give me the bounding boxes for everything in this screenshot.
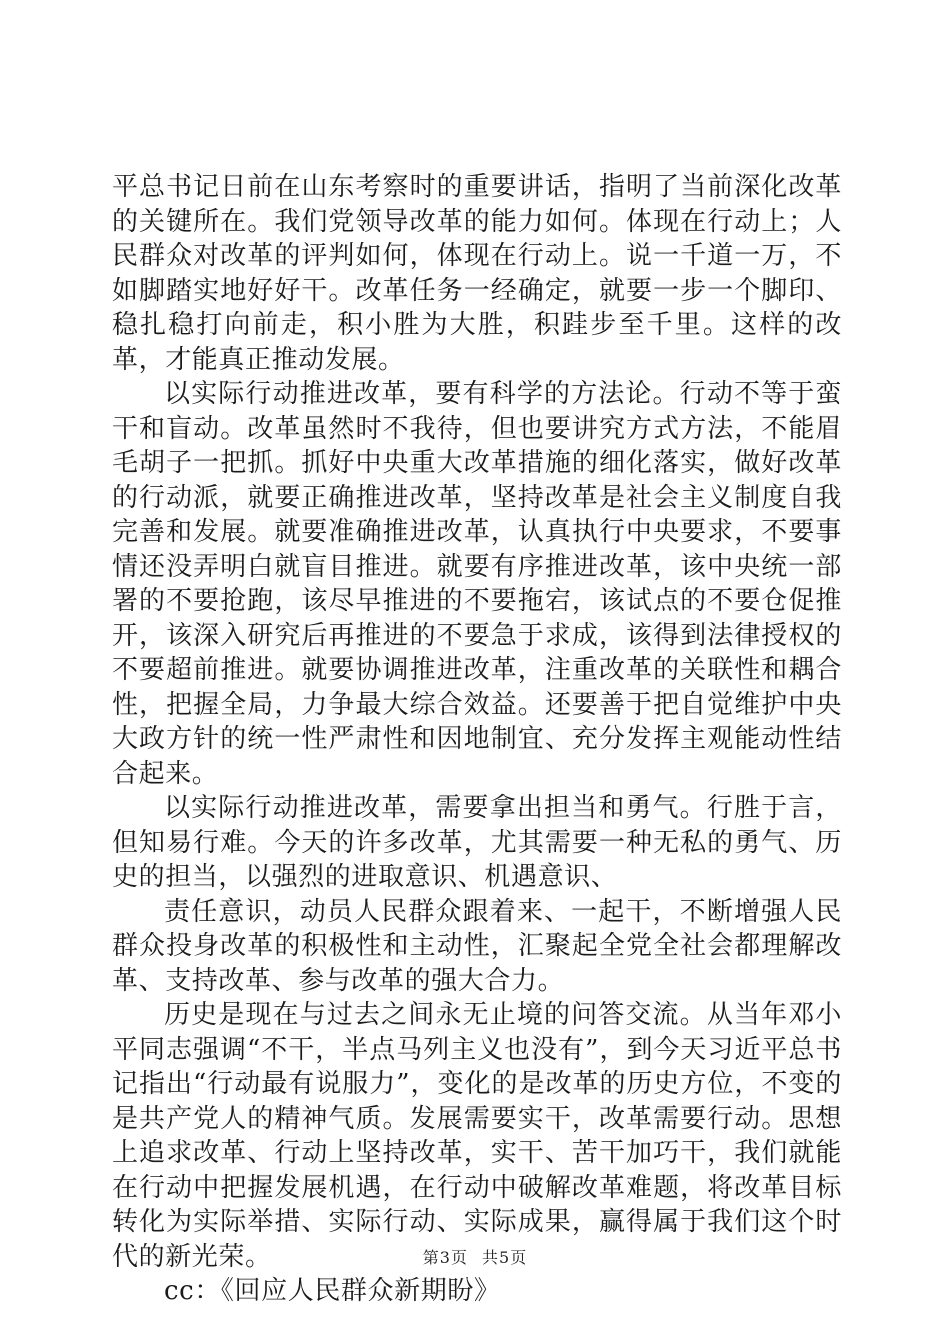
paragraph: 责任意识，动员人民群众跟着来、一起干，不断增强人民群众投身改革的积极性和主动性，汇聚起全党全社会都理解改革、支持改革、参与改革的强大合力。 [112, 896, 842, 996]
paragraph: 以实际行动推进改革，需要拿出担当和勇气。行胜于言，但知易行难。今天的许多改革，尤其需要一种无私的勇气、历史的担当，以强烈的进取意识、机遇意识、 [112, 793, 842, 892]
page-total: 共5页 [482, 1248, 528, 1267]
page-footer [0, 1245, 950, 1268]
paragraph: 以实际行动推进改革，要有科学的方法论。行动不等于蛮干和盲动。改革虽然时不我待，但也要讲究方式方法，不能眉毛胡子一把抓。抓好中央重大改革措施的细化落实，做好改革的行动派，就要正确推进改革，坚持改革是社会主义制度自我完善和发展。就要准确推进改革，认真执行中央要求，不要事情还没弄明白就盲目推进。就要有序推进改革，该中央统一部署的不要抢跑，该尽早推进的不要拖宕，该试点的不要仓促推开，该深入研究后再推进的不要急于求成，该得到法律授权的不要超前推进。就要协调推进改革，注重改革的关联性和耦合性，把握全局，力争最大综合效益。还要善于把自觉维护中央大政方针的统一性严肃性和因地制宜、充分发挥主观能动性结合起来。 [112, 379, 842, 789]
paragraph: 历史是现在与过去之间永无止境的问答交流。从当年邓小平同志强调“不干，半点马列主义也没有”，到今天习近平总书记指出“行动最有说服力”，变化的是改革的历史方位，不变的是共产党人的精神气质。发展需要实干，改革需要行动。思想上追求改革、行动上坚持改革，实干、苦干加巧干，我们就能在行动中把握发展机遇，在行动中破解改革难题，将改革目标转化为实际举措、实际行动、实际成果，赢得属于我们这个时代的新光荣。 [112, 1000, 842, 1272]
paragraph: cc：《回应人民群众新期盼》 [164, 1276, 501, 1306]
page-number: 第3页 [422, 1248, 468, 1267]
document-body [112, 170, 842, 1309]
paragraph: 平总书记日前在山东考察时的重要讲话，指明了当前深化改革的关键所在。我们党领导改革的能力如何。体现在行动上；人民群众对改革的评判如何，体现在行动上。说一千道一万，不如脚踏实地好好干。改革任务一经确定，就要一步一个脚印、稳扎稳打向前走，积小胜为大胜，积跬步至千里。这样的改革，才能真正推动发展。 [112, 172, 842, 375]
